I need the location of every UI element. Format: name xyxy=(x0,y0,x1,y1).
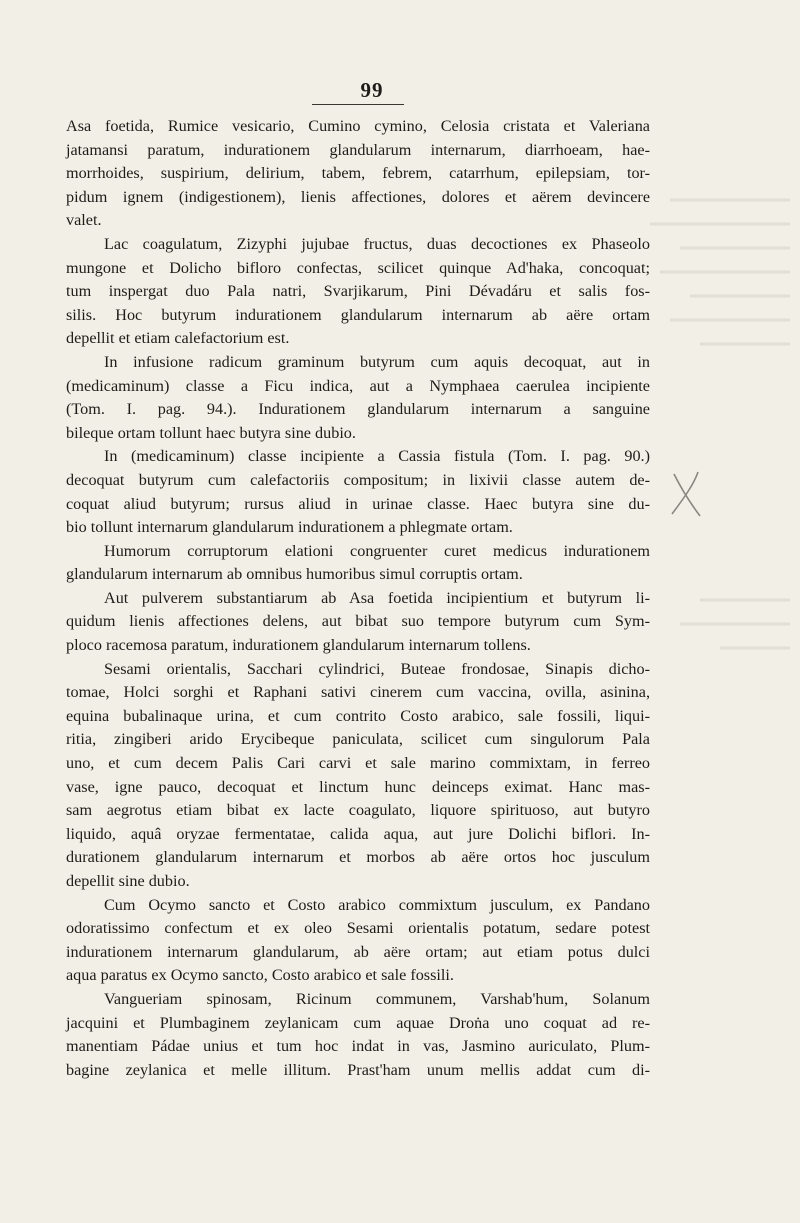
text-line: valet. xyxy=(66,211,102,230)
text-line: depellit sine dubio. xyxy=(66,872,190,890)
text-line: Asa foetida, Rumice vesicario, Cumino cymino, Celosia cristata et Valeriana xyxy=(66,117,650,135)
text-line: morrhoides, suspirium, delirium, tabem, febrem, catarrhum, epilepsiam, tor- xyxy=(66,164,650,183)
text-line: uno, et cum decem Palis Cari carvi et sale marino commixtam, in ferreo xyxy=(66,754,650,773)
text-line: durationem glandularum internarum et morbos ab aëre ortos hoc jusculum xyxy=(66,848,650,867)
text-line: equina bubalinaque urina, et cum contrito Costo arabico, sale fossili, liqui- xyxy=(66,706,650,725)
text-line: jacquini et Plumbaginem zeylanicam cum aquae Droṅa uno coquat ad re- xyxy=(66,1013,650,1032)
text-line: (Tom. I. pag. 94.). Indurationem glandularum internarum a sanguine xyxy=(66,400,650,419)
text-line: Lac coagulatum, Zizyphi jujubae fructus, duas decoctiones ex Phaseolo xyxy=(104,234,650,253)
page-number: 99 xyxy=(360,78,384,102)
text-line: quidum lienis affectiones delens, aut bibat suo tempore butyrum cum Sym- xyxy=(66,612,650,631)
text-line: ploco racemosa paratum, indurationem glandularum internarum tollens. xyxy=(66,636,531,655)
text-line: ritia, zingiberi arido Erycibeque paniculata, scilicet cum singulorum Pala xyxy=(66,730,650,749)
pencil-cross-mark xyxy=(668,468,706,520)
text-line: liquido, aquâ oryzae fermentatae, calida aqua, aut jure Dolichi biflori. In- xyxy=(66,824,650,843)
page-number-rule xyxy=(312,104,404,105)
text-line: tomae, Holci sorghi et Raphani sativi cinerem cum vaccina, ovilla, asinina, xyxy=(66,683,650,702)
text-line: In infusione radicum graminum butyrum cum aquis decoquat, aut in xyxy=(104,352,650,371)
text-line: manentiam Pádae unius et tum hoc indat in vas, Jasmino auriculato, Plum- xyxy=(66,1037,650,1056)
text-line: odoratissimo confectum et ex oleo Sesami orientalis potatum, sedare potest xyxy=(66,919,650,938)
text-line: decoquat butyrum cum calefactoriis compositum; in lixivii classe autem de- xyxy=(66,470,650,489)
text-line: coquat aliud butyrum; rursus aliud in urinae classe. Haec butyra sine du- xyxy=(66,494,650,513)
text-line: glandularum internarum ab omnibus humoribus simul corruptis ortam. xyxy=(66,565,523,584)
text-line: mungone et Dolicho bifloro confectas, scilicet quinque Ad'haka, concoquat; xyxy=(66,258,650,277)
text-line: Sesami orientalis, Sacchari cylindrici, Buteae frondosae, Sinapis dicho- xyxy=(104,659,650,678)
text-line: bio tollunt internarum glandularum indurationem a phlegmate ortam. xyxy=(66,518,513,537)
text-line: tum inspergat duo Pala natri, Svarjikarum, Pini Dévadáru et salis fos- xyxy=(66,282,650,301)
text-line: Humorum corruptorum elationi congruenter curet medicus indurationem xyxy=(104,541,650,560)
text-line: jatamansi paratum, indurationem glandularum internarum, diarrhoeam, hae- xyxy=(66,140,650,159)
text-line: Vangueriam spinosam, Ricinum communem, Varshab'hum, Solanum xyxy=(104,989,650,1008)
body-text xyxy=(66,115,650,1082)
show-through-text xyxy=(640,180,800,700)
text-line: In (medicaminum) classe incipiente a Cassia fistula (Tom. I. pag. 90.) xyxy=(104,447,650,466)
text-line: aqua paratus ex Ocymo sancto, Costo arabico et sale fossili. xyxy=(66,966,454,985)
text-line: (medicaminum) classe a Ficu indica, aut a Nymphaea caerulea incipiente xyxy=(66,376,650,395)
text-line: pidum ignem (indigestionem), lienis affectiones, dolores et aërem devincere xyxy=(66,187,650,206)
text-line: vase, igne pauco, decoquat et linctum hunc deinceps eximat. Hanc mas- xyxy=(66,777,650,796)
text-line: depellit et etiam calefactorium est. xyxy=(66,329,290,348)
text-line: bagine zeylanica et melle illitum. Prast'ham unum mellis addat cum di- xyxy=(66,1060,650,1079)
text-line: bileque ortam tollunt haec butyra sine dubio. xyxy=(66,423,356,442)
text-line: Aut pulverem substantiarum ab Asa foetida incipientium et butyrum li- xyxy=(104,588,650,607)
text-line: silis. Hoc butyrum indurationem glandularum internarum ab aëre ortam xyxy=(66,305,650,324)
text-line: indurationem internarum glandularum, ab aëre ortam; aut etiam potus dulci xyxy=(66,942,650,961)
text-line: sam aegrotus etiam bibat ex lacte coagulato, liquore spirituoso, aut butyro xyxy=(66,801,650,820)
text-line: Cum Ocymo sancto et Costo arabico commixtum jusculum, ex Pandano xyxy=(104,895,650,914)
